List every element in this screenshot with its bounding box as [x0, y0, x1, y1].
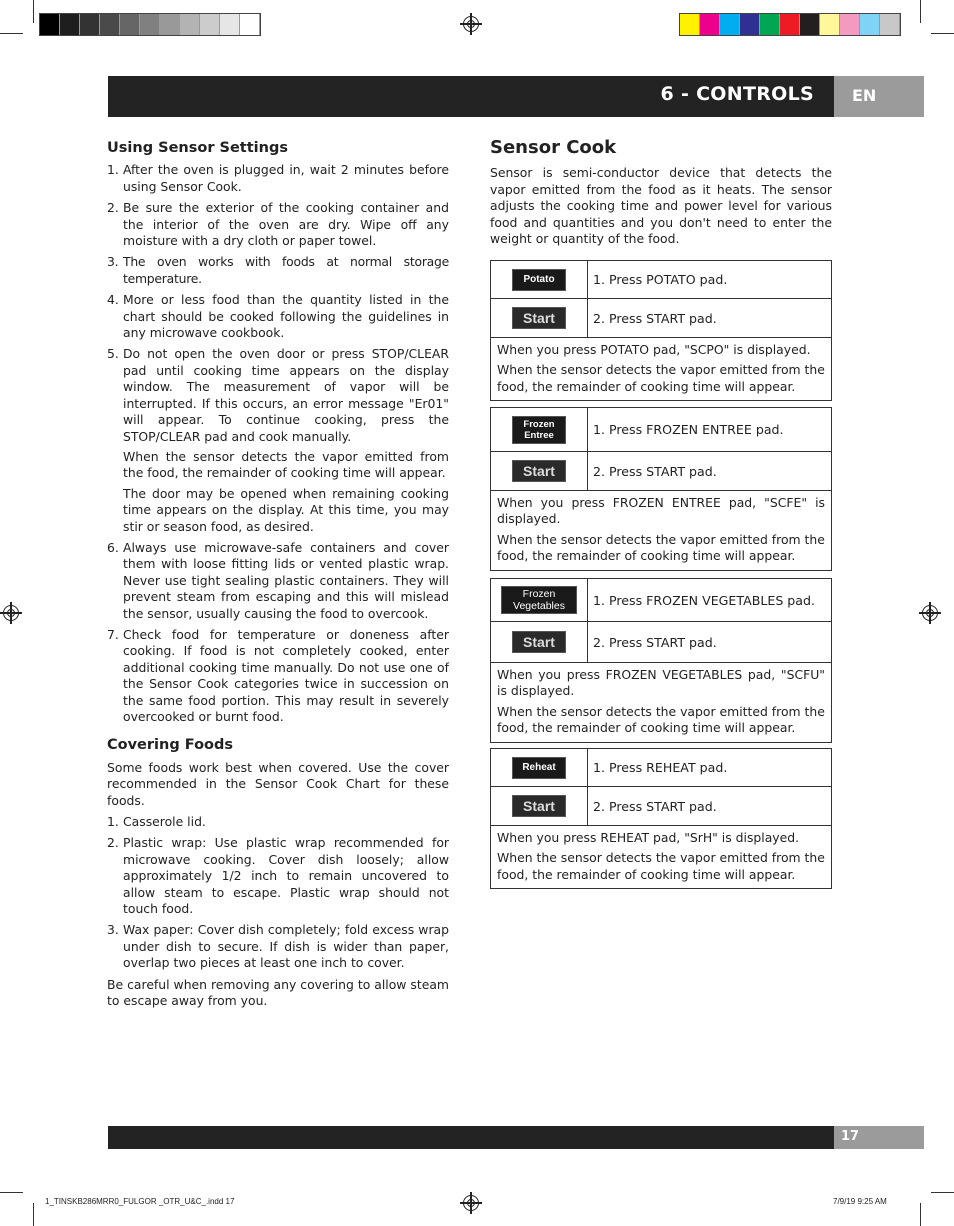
crop-mark: [920, 0, 921, 23]
calibration-swatch: [700, 14, 720, 35]
registration-mark-icon: [463, 1195, 479, 1211]
calibration-swatch: [740, 14, 760, 35]
frozen-vegetables-pad-button[interactable]: Frozen Vegetables: [501, 586, 577, 614]
registration-mark-icon: [922, 605, 938, 621]
list-item: 2. Be sure the exterior of the cooking container and the interior of the oven are dry. Wipe off any moisture with a dry cloth or paper towel.: [107, 200, 449, 249]
grayscale-calibration-bar: [39, 13, 261, 36]
start-pad-button[interactable]: Start: [512, 460, 566, 482]
covering-foods-heading: Covering Foods: [107, 737, 234, 754]
calibration-swatch: [720, 14, 740, 35]
sensor-table-frozen-vegetables: [490, 578, 832, 743]
list-item: 7. Check food for temperature or doneness after cooking. If food is not completely cooked, enter additional cooking time manually. Do not use one of the Sensor Cook categories twice in succession on the same food portion. This may result in severely overcooked or burnt food.: [107, 626, 449, 724]
calibration-swatch: [880, 14, 900, 35]
calibration-swatch: [860, 14, 880, 35]
list-item: 3. Wax paper: Cover dish completely; fold excess wrap under dish to secure. If dish is wider than paper, overlap two pieces at least one inch to cover.: [107, 922, 449, 971]
step-text: 1. Press FROZEN ENTREE pad.: [593, 422, 784, 437]
step-text: 1. Press POTATO pad.: [593, 272, 728, 287]
using-sensor-list: [107, 162, 449, 725]
step-text: 2. Press START pad.: [593, 798, 717, 814]
list-item: 3. The oven works with foods at normal storage temperature.: [107, 254, 449, 286]
calibration-swatch: [40, 14, 60, 35]
calibration-swatch: [780, 14, 800, 35]
registration-mark-icon: [463, 16, 479, 32]
sensor-table-reheat: [490, 748, 832, 889]
potato-pad-button[interactable]: Potato: [512, 269, 566, 291]
list-item: 1. After the oven is plugged in, wait 2 minutes before using Sensor Cook.: [107, 162, 449, 194]
calibration-swatch: [820, 14, 840, 35]
crop-mark: [931, 33, 954, 34]
sensor-table-potato: [490, 260, 832, 401]
calibration-swatch: [80, 14, 100, 35]
table-note: When you press REHEAT pad, "SrH" is displayed. When the sensor detects the vapor emitted from the food, the remainder of cooking time will appear.: [497, 830, 825, 882]
right-column: [490, 137, 832, 259]
calibration-swatch: [160, 14, 180, 35]
section-title: 6 - CONTROLS: [660, 83, 814, 105]
table-note: When you press FROZEN ENTREE pad, "SCFE" is displayed. When the sensor detects the vapor emitted from the food, the remainder of cooking time will appear.: [497, 495, 825, 564]
start-pad-button[interactable]: Start: [512, 795, 566, 817]
frozen-entree-pad-button[interactable]: Frozen Entree: [512, 416, 566, 444]
file-slug: 1_TINSKB286MRR0_FULGOR _OTR_U&C_.indd 17: [45, 1197, 235, 1206]
language-label: EN: [852, 86, 877, 105]
start-pad-button[interactable]: Start: [512, 631, 566, 653]
list-item: 2. Plastic wrap: Use plastic wrap recommended for microwave cooking. Cover dish loosely; allow approximately 1/2 inch to remain uncovered to allow steam to escape. Plastic wrap should not touch food.: [107, 835, 449, 917]
list-item-note: The door may be opened when remaining cooking time appears on the display. At this time, you may stir or season food, as desired.: [123, 485, 449, 534]
crop-mark: [0, 1192, 23, 1193]
page-number: 17: [841, 1129, 860, 1144]
calibration-swatch: [180, 14, 200, 35]
list-item: 4. More or less food than the quantity listed in the chart should be cooked following the guidelines in any microwave cookbook.: [107, 292, 449, 341]
covering-intro: Some foods work best when covered. Use the cover recommended in the Sensor Cook Chart for these foods.: [107, 759, 449, 808]
calibration-swatch: [200, 14, 220, 35]
step-text: 2. Press START pad.: [593, 310, 717, 326]
footer-band: [108, 1126, 834, 1149]
calibration-swatch: [240, 14, 260, 35]
calibration-swatch: [60, 14, 80, 35]
section-header-band: [108, 76, 834, 117]
crop-mark: [920, 1203, 921, 1226]
crop-mark: [33, 0, 34, 23]
calibration-swatch: [760, 14, 780, 35]
sensor-table-frozen-entree: [490, 407, 832, 571]
language-tab: [834, 76, 924, 117]
covering-list: [107, 814, 449, 972]
step-text: 2. Press START pad.: [593, 634, 717, 650]
using-sensor-settings-heading: Using Sensor Settings: [107, 140, 288, 156]
calibration-swatch: [100, 14, 120, 35]
calibration-swatch: [140, 14, 160, 35]
calibration-swatch: [120, 14, 140, 35]
list-item-note: When the sensor detects the vapor emitted from the food, the remainder of cooking time will appear.: [123, 448, 449, 481]
covering-outro: Be careful when removing any covering to allow steam to escape away from you.: [107, 976, 449, 1009]
crop-mark: [931, 1192, 954, 1193]
table-note: When you press FROZEN VEGETABLES pad, "SCFU" is displayed. When the sensor detects the vapor emitted from the food, the remainder of cooking time will appear.: [497, 667, 825, 736]
calibration-swatch: [840, 14, 860, 35]
calibration-swatch: [220, 14, 240, 35]
crop-mark: [0, 33, 23, 34]
start-pad-button[interactable]: Start: [512, 307, 566, 329]
color-calibration-bar: [679, 13, 901, 36]
calibration-swatch: [800, 14, 820, 35]
list-item: 6. Always use microwave-safe containers and cover them with loose fitting lids or vented plastic wrap. Never use tight sealing plastic containers. They will prevent steam from escaping and this will mislead the sensor, usually causing the food to overcook.: [107, 539, 449, 621]
step-text: 1. Press REHEAT pad.: [593, 760, 728, 775]
sensor-cook-heading: Sensor Cook: [490, 137, 617, 158]
table-note: When you press POTATO pad, "SCPO" is displayed. When the sensor detects the vapor emitted from the food, the remainder of cooking time will appear.: [497, 342, 825, 394]
print-timestamp: 7/9/19 9:25 AM: [833, 1197, 887, 1206]
step-text: 2. Press START pad.: [593, 463, 717, 479]
registration-mark-icon: [3, 605, 19, 621]
page-number-box: [834, 1126, 924, 1149]
sensor-cook-intro: Sensor is semi-conductor device that detects the vapor emitted from the food as it heats. The sensor adjusts the cooking time and power level for various food and quantities and you don't need to enter the weight or quantity of the food.: [490, 165, 832, 247]
crop-mark: [33, 1203, 34, 1226]
left-column: [107, 140, 449, 1015]
step-text: 1. Press FROZEN VEGETABLES pad.: [593, 592, 816, 608]
list-item: 1. Casserole lid.: [107, 814, 206, 830]
list-item: 5. Do not open the oven door or press STOP/CLEAR pad until cooking time appears on the display window. The measurement of vapor will be interrupted. If this occurs, an error message "Er01" will appear. To continue cooking, press the STOP/CLEAR pad and cook manually. When the sensor detects the vapor emitted from the food, the remainder of cooking time will appear. The door may be opened when remaining cooking time appears on the display. At this time, you may stir or season food, as desired.: [107, 346, 449, 534]
reheat-pad-button[interactable]: Reheat: [512, 757, 566, 779]
calibration-swatch: [680, 14, 700, 35]
